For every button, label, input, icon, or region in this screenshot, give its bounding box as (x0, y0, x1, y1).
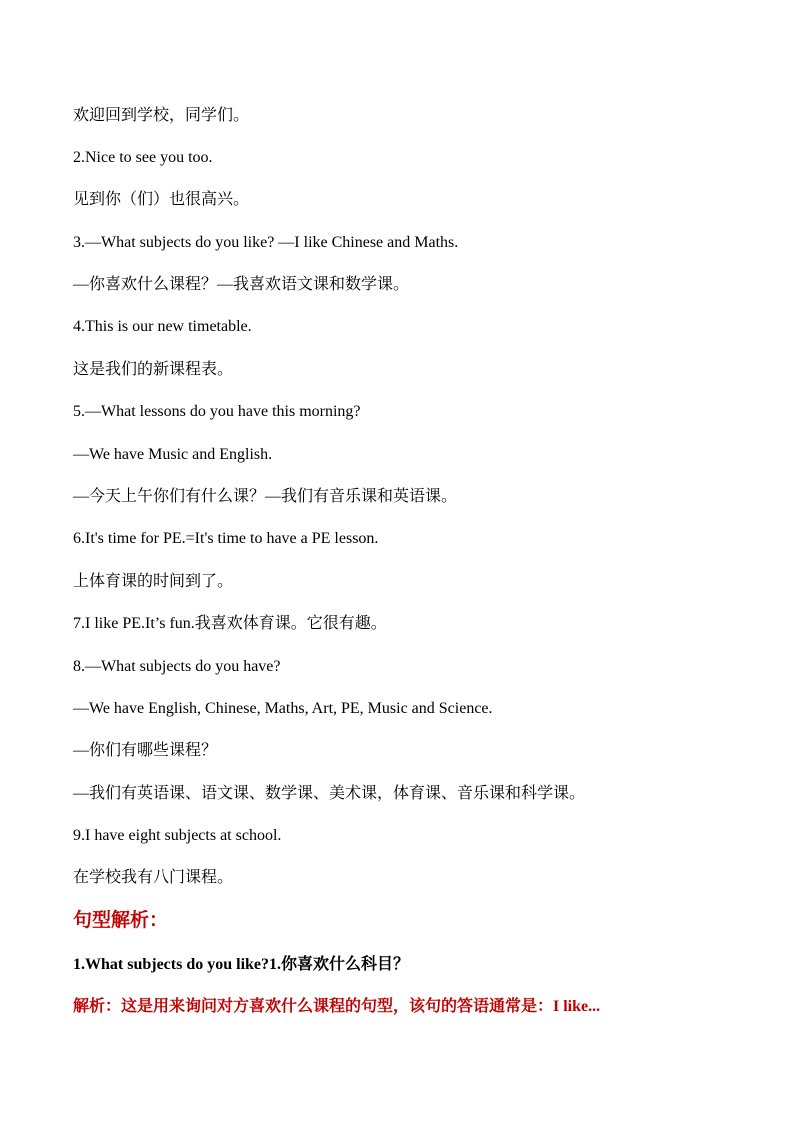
text-line: 欢迎回到学校，同学们。 (73, 107, 250, 124)
text-line: 在学校我有八门课程。 (73, 869, 234, 886)
text-line: 2.Nice to see you too. (73, 149, 213, 166)
text-line: —我们有英语课、语文课、数学课、美术课，体育课、音乐课和科学课。 (73, 785, 586, 802)
text-line: —你喜欢什么课程？—我喜欢语文课和数学课。 (73, 276, 410, 293)
text-line: 4.This is our new timetable. (73, 318, 252, 335)
section-heading: 句型解析： (73, 909, 169, 931)
text-line: —你们有哪些课程？ (73, 742, 218, 759)
text-line: —We have Music and English. (73, 446, 273, 463)
text-line: 这是我们的新课程表。 (73, 361, 234, 378)
text-line: —今天上午你们有什么课？—我们有音乐课和英语课。 (73, 488, 458, 505)
text-line: 7.I like PE.It’s fun.我喜欢体育课。它很有趣。 (73, 615, 387, 632)
text-line: 上体育课的时间到了。 (73, 573, 234, 590)
text-line: 5.—What lessons do you have this morning? (73, 403, 361, 420)
example-sentence: 1.What subjects do you like?1.你喜欢什么科目？ (73, 956, 410, 973)
text-line: 3.—What subjects do you like? —I like Chinese and Maths. (73, 234, 459, 251)
text-line: 9.I have eight subjects at school. (73, 827, 282, 844)
analysis-text: 解析：这是用来询问对方喜欢什么课程的句型，该句的答语通常是：I like... (73, 998, 601, 1015)
text-line: 见到你（们）也很高兴。 (73, 191, 250, 208)
text-line: 6.It's time for PE.=It's time to have a PE lesson. (73, 530, 379, 547)
text-line: —We have English, Chinese, Maths, Art, PE, Music and Science. (73, 700, 493, 717)
text-line: 8.—What subjects do you have? (73, 658, 281, 675)
